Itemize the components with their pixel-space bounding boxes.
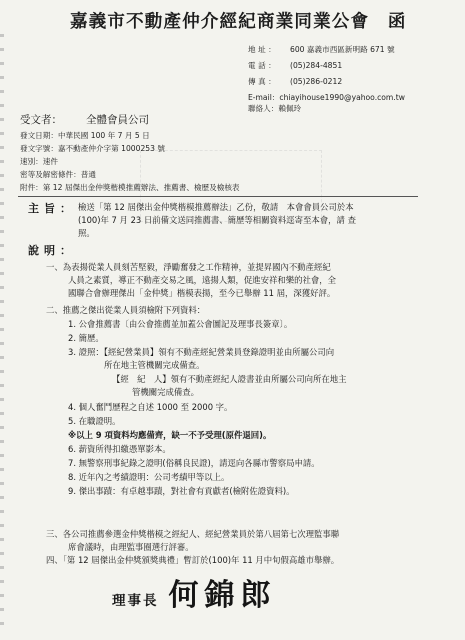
- contact-person-label: 聯絡人：: [248, 104, 279, 113]
- doc-9: 9. 傑出事蹟：有卓越事蹟，對社會有貢獻者(檢附佐證資料)。: [68, 486, 295, 496]
- contact-person-value: 賴佩玲: [278, 104, 302, 113]
- signature-name: 何錦郎: [168, 578, 277, 613]
- doc-4: 4. 個人奮鬥歷程之自述 1000 至 2000 字。: [68, 402, 233, 412]
- fax-value: (05)286-0212: [290, 77, 343, 86]
- letter-title: 嘉義市不動產仲介經紀商業同業公會 函: [70, 12, 407, 32]
- item-3-line-2: 席會議時，由理監事圈選行評審。: [68, 542, 194, 552]
- phone-value: (05)284-4851: [290, 61, 343, 70]
- contact-person-line: [248, 103, 301, 114]
- subject-line-2: (100)年 7 月 23 日前備文送同推薦書、簡歷等相關資料逕寄至本會，請 查: [78, 215, 356, 225]
- email-value: chiayihouse1990@yahoo.com.tw: [279, 93, 405, 102]
- recipient-label: 受文者：: [20, 114, 62, 126]
- doc-1: 1. 公會推薦書〔由公會推薦並加蓋公會圖記及理事長簽章〕。: [68, 319, 293, 329]
- signature-title: 理事長: [112, 593, 159, 609]
- issue-date-line: 發文日期：中華民國 100 年 7 月 5 日: [20, 131, 150, 140]
- doc-7: 7. 無警察刑事紀錄之證明(俗稱良民證)，請逕向各縣市警察局申請。: [68, 458, 320, 468]
- attachment-line: 附件：第 12 屆傑出金仲獎楷模推薦辦法、推薦書、檢歷及檢核表: [20, 183, 240, 192]
- doc-5: 5. 在職證明。: [68, 416, 121, 426]
- explanation-label: 說明：: [28, 244, 76, 257]
- header-divider: [18, 196, 418, 197]
- address-line: [248, 44, 395, 55]
- recipient-line: [20, 112, 149, 127]
- doc-6: 6. 薪資所得扣繳憑單影本。: [68, 444, 171, 454]
- address-label: 地址：: [248, 45, 279, 54]
- phone-line: [248, 60, 342, 71]
- doc-3-line-4: 管機關完成備查。: [132, 387, 199, 397]
- item-2-heading: 二、推薦之傑出從業人員須檢附下列資料：: [46, 305, 206, 315]
- doc-2: 2. 簡歷。: [68, 333, 104, 343]
- doc-3-line-2: 所在地主管機關完成備查。: [104, 360, 205, 370]
- fax-line: [248, 76, 342, 87]
- item-4: 四、「第 12 屆傑出金仲獎頒獎典禮」暫訂於(100)年 11 月中旬假高雄市舉辦。: [46, 555, 340, 565]
- doc-3-line-3: 【經 紀 人】領有不動產經紀人證書並由所屬公司向所在地主: [112, 374, 347, 384]
- email-label: E-mail：: [248, 93, 280, 102]
- doc-3-line-1: 3. 證照：【經紀營業員】領有不動產經紀營業員登錄證明並由所屬公司向: [68, 347, 335, 357]
- doc-note-a: ※以上 9 項資料均應備齊，缺一不予受理(原件退回)。: [68, 430, 272, 440]
- speed-line: 速別：速件: [20, 157, 58, 166]
- item-1-line-3: 國聯合會辦理傑出「金仲獎」楷模表揚，至今已舉辦 11 屆，深獲好評。: [68, 288, 336, 298]
- item-3-line-1: 三、各公司推薦參選金仲獎楷模之經紀人、經紀營業員於第八屆第七次理監事聯: [46, 529, 340, 539]
- doc-8: 8. 近年內之考績證明：公司考績甲等以上。: [68, 472, 230, 482]
- item-1-line-1: 一、為表揚從業人員刻苦堅毅，淨勵奮發之工作精神，並提昇國內不動產經紀: [46, 262, 331, 272]
- fax-label: 傳真：: [248, 77, 279, 86]
- subject-line-3: 照。: [78, 228, 95, 238]
- binding-edge: [0, 34, 4, 634]
- signature-block: [112, 570, 277, 614]
- subject-label: 主旨：: [28, 202, 76, 215]
- item-1-line-2: 人員之素質，導正不動產交易之風，遠揚人類，促進安祥和樂的社會，全: [68, 275, 336, 285]
- document-number-line: 發文字號：嘉不動產仲介字第 1000253 號: [20, 144, 165, 153]
- classification-line: 密等及解密條件：普通: [20, 170, 96, 179]
- recipient-value: 全體會員公司: [86, 114, 149, 126]
- email-line: [248, 92, 405, 103]
- subject-line-1: 檢送「第 12 屆傑出金仲獎楷模推薦辦法」乙份，敬請 本會會員公司於本: [78, 202, 354, 212]
- address-value: 600 嘉義市西區新明路 671 號: [290, 45, 395, 54]
- phone-label: 電話：: [248, 61, 279, 70]
